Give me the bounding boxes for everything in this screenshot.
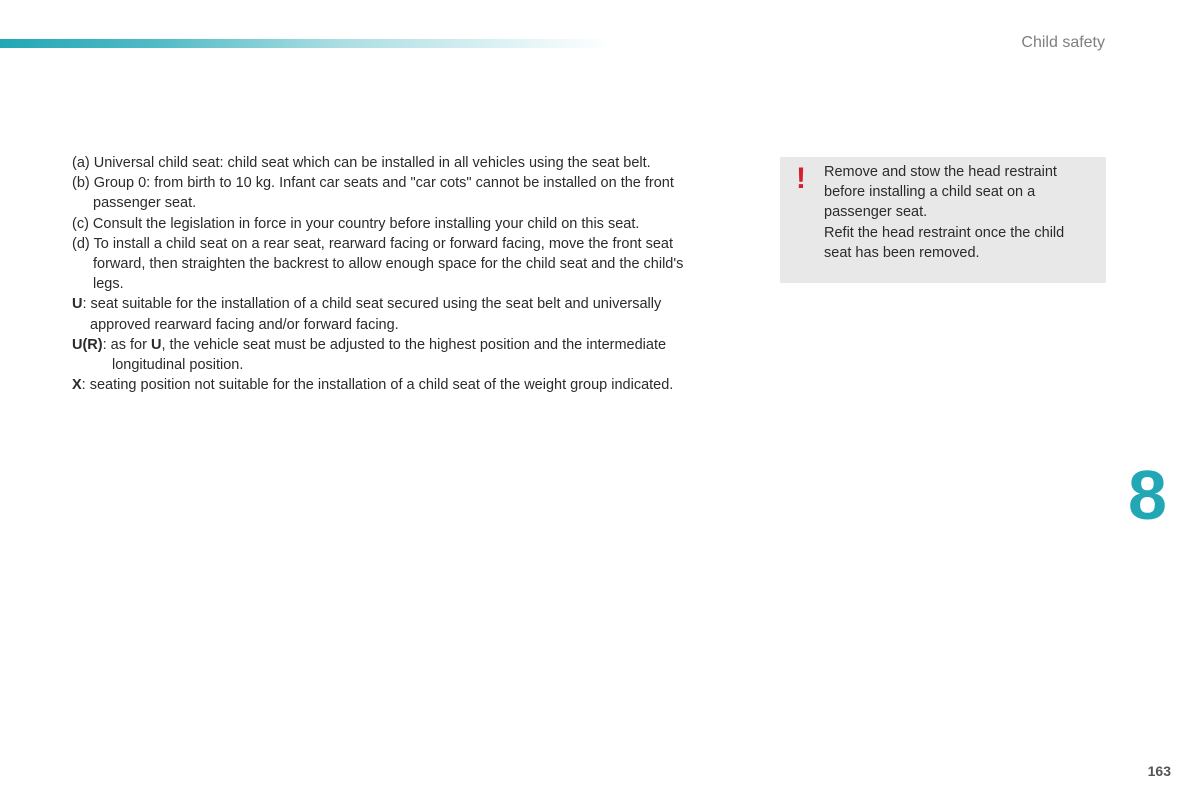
definition-x-key: X bbox=[72, 377, 82, 394]
warning-box bbox=[780, 157, 1106, 283]
warning-line-4: Refit the head restraint once the child bbox=[824, 224, 1065, 241]
warning-text bbox=[824, 162, 1094, 263]
definition-ur-inline-key: U bbox=[150, 336, 162, 353]
warning-line-2: before installing a child seat on a bbox=[824, 184, 1036, 201]
note-a: (a) Universal child seat: child seat which can be installed in all vehicles using the seat belt. bbox=[72, 155, 651, 171]
definition-ur bbox=[72, 335, 737, 355]
notes-block bbox=[72, 153, 737, 395]
note-b-continued: passenger seat. bbox=[93, 195, 197, 212]
header-accent-bar bbox=[0, 39, 610, 48]
exclamation-icon: ! bbox=[796, 162, 806, 195]
definition-x bbox=[72, 375, 737, 395]
warning-line-3: passenger seat. bbox=[824, 204, 928, 221]
note-d: (d) To install a child seat on a rear seat, rearward facing or forward facing, move the front seat bbox=[72, 235, 673, 252]
page-number: 163 bbox=[1147, 763, 1171, 779]
note-b: (b) Group 0: from birth to 10 kg. Infant car seats and "car cots" cannot be installed on the front bbox=[72, 175, 674, 192]
definition-u-continued: approved rearward facing and/or forward facing. bbox=[90, 316, 399, 333]
definition-ur-text-1: : as for bbox=[102, 336, 151, 353]
definition-ur-key: U(R) bbox=[72, 336, 103, 353]
definition-u-text: : seat suitable for the installation of a child seat secured using the seat belt and universally bbox=[82, 296, 662, 313]
definition-u bbox=[72, 294, 737, 314]
note-d-continued: forward, then straighten the backrest to allow enough space for the child seat and the child's bbox=[93, 256, 684, 273]
note-d-continued-2: legs. bbox=[93, 276, 124, 293]
definition-ur-text-2: , the vehicle seat must be adjusted to the highest position and the intermediate bbox=[161, 336, 667, 353]
note-c: (c) Consult the legislation in force in your country before installing your child on this seat. bbox=[72, 215, 640, 232]
definition-x-text: : seating position not suitable for the installation of a child seat of the weight group indicated. bbox=[81, 377, 674, 394]
definition-u-key: U bbox=[72, 296, 83, 313]
warning-line-1: Remove and stow the head restraint bbox=[824, 164, 1057, 180]
chapter-number: 8 bbox=[1128, 456, 1167, 534]
warning-line-5: seat has been removed. bbox=[824, 244, 980, 261]
section-title: Child safety bbox=[1021, 34, 1105, 51]
definition-ur-continued: longitudinal position. bbox=[112, 357, 244, 374]
